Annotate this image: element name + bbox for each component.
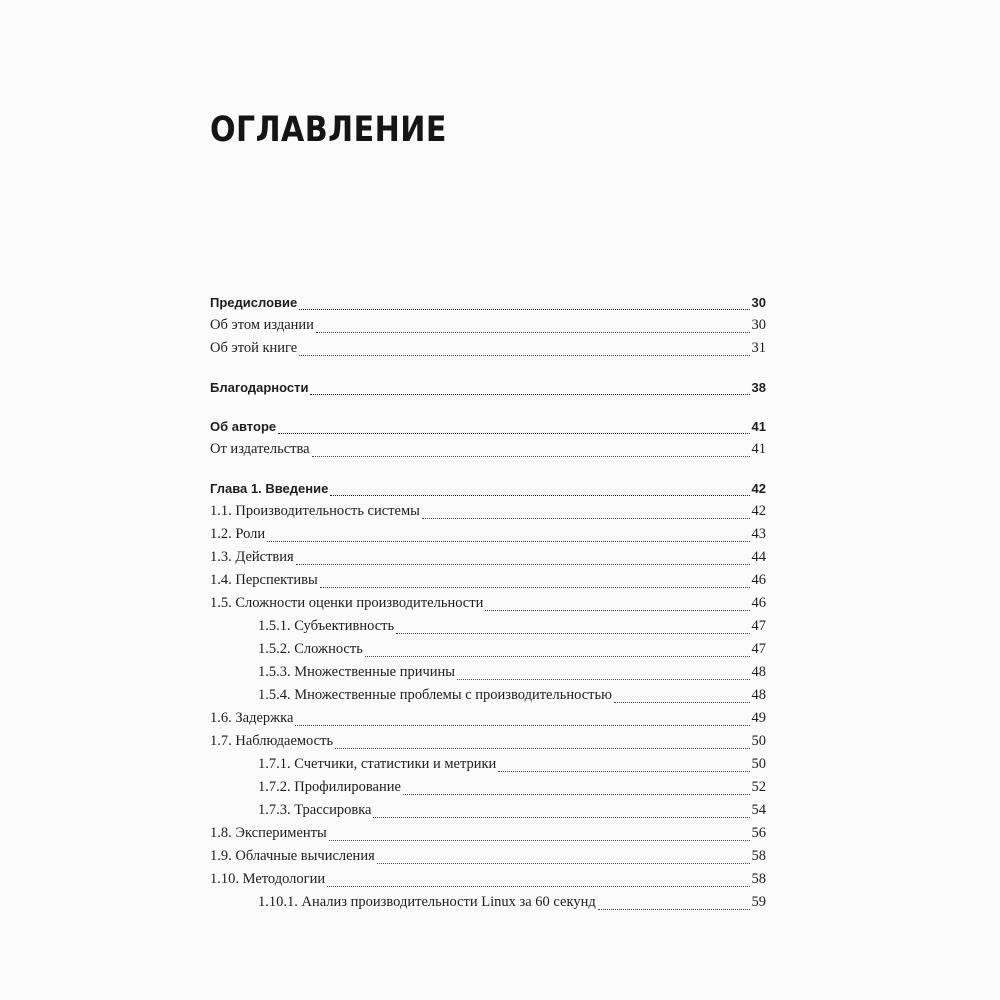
dot-leader — [365, 655, 750, 657]
toc-entry — [210, 707, 766, 730]
toc-subentry — [210, 661, 766, 684]
toc-subentry — [210, 638, 766, 661]
toc-entry-label: От издательства — [210, 441, 310, 457]
toc-entry-page: 42 — [751, 481, 766, 496]
toc-entry — [210, 868, 766, 891]
dot-leader — [377, 862, 750, 864]
toc-entry-label: 1.8. Эксперименты — [210, 825, 327, 841]
dot-leader — [312, 455, 750, 457]
toc-entry — [210, 438, 766, 461]
toc-entry-page: 47 — [751, 618, 766, 634]
toc-entry-label: 1.5.3. Множественные причины — [258, 664, 456, 680]
toc-entry — [210, 314, 766, 337]
toc-entry-page: 49 — [751, 710, 766, 726]
dot-leader — [396, 632, 749, 634]
toc-entry — [210, 523, 766, 546]
toc-entry-page: 42 — [751, 503, 766, 519]
dot-leader — [329, 839, 750, 841]
toc-entry-page: 41 — [751, 419, 766, 434]
toc-entry — [210, 500, 766, 523]
toc-entry-label: 1.10.1. Анализ производительности Linux за 60 секунд — [258, 894, 596, 910]
toc-entry-page: 58 — [751, 871, 766, 887]
toc-entry-page: 43 — [751, 526, 766, 542]
toc-entry-label: Глава 1. Введение — [210, 481, 329, 496]
dot-leader — [422, 517, 750, 519]
dot-leader — [310, 393, 749, 395]
toc-entry-page: 41 — [751, 441, 766, 457]
dot-leader — [403, 793, 750, 795]
dot-leader — [335, 747, 749, 749]
toc-entry-label: Об авторе — [210, 419, 277, 434]
toc-entry-label: 1.3. Действия — [210, 549, 294, 565]
toc-entry-page: 52 — [751, 779, 766, 795]
toc-entry-page: 54 — [751, 802, 766, 818]
toc-entry — [210, 730, 766, 753]
toc-entry-chapter-1 — [210, 477, 766, 500]
toc-subentry — [210, 799, 766, 822]
toc-entry-label: 1.7.2. Профилирование — [258, 779, 401, 795]
toc-entry-label: 1.6. Задержка — [210, 710, 294, 726]
toc-entry-page: 59 — [751, 894, 766, 910]
toc-entry-label: 1.5. Сложности оценки производительности — [210, 595, 484, 611]
toc-entry-label: 1.5.2. Сложность — [258, 641, 363, 657]
dot-leader — [498, 770, 749, 772]
toc-subentry — [210, 684, 766, 707]
toc-entry — [210, 569, 766, 592]
toc-entry — [210, 845, 766, 868]
toc-entry-page: 50 — [751, 756, 766, 772]
toc-entry-page: 46 — [751, 572, 766, 588]
dot-leader — [299, 354, 749, 356]
toc-entry-label: 1.7.3. Трассировка — [258, 802, 372, 818]
dot-leader — [598, 908, 750, 910]
dot-leader — [267, 540, 749, 542]
toc-entry-page: 56 — [751, 825, 766, 841]
toc-entry-page: 48 — [751, 664, 766, 680]
toc-entry-page: 38 — [751, 380, 766, 395]
toc-entry-preface — [210, 291, 766, 314]
toc-entry-page: 48 — [751, 687, 766, 703]
toc-entry-label: 1.9. Облачные вычисления — [210, 848, 375, 864]
dot-leader — [299, 308, 749, 310]
dot-leader — [295, 724, 749, 726]
dot-leader — [278, 432, 749, 434]
dot-leader — [614, 701, 750, 703]
toc-subentry — [210, 891, 766, 914]
toc-entry-label: Благодарности — [210, 380, 309, 395]
toc-entry-page: 30 — [751, 317, 766, 333]
dot-leader — [330, 494, 749, 496]
toc-entry-page: 47 — [751, 641, 766, 657]
dot-leader — [327, 885, 749, 887]
toc-entry — [210, 822, 766, 845]
toc-entry-label: 1.2. Роли — [210, 526, 266, 542]
dot-leader — [296, 563, 750, 565]
toc-entry-label: 1.1. Производительность системы — [210, 503, 420, 519]
toc-entry-label: 1.7.1. Счетчики, статистики и метрики — [258, 756, 497, 772]
toc-entry-label: Об этой книге — [210, 340, 298, 356]
toc-entry-page: 50 — [751, 733, 766, 749]
toc-entry-about-author — [210, 415, 766, 438]
toc-entry-page: 58 — [751, 848, 766, 864]
toc-subentry — [210, 776, 766, 799]
table-of-contents — [210, 291, 766, 914]
toc-entry-acknowledgements — [210, 376, 766, 399]
dot-leader — [373, 816, 749, 818]
toc-entry-label: 1.10. Методологии — [210, 871, 326, 887]
toc-entry — [210, 546, 766, 569]
toc-entry-label: Предисловие — [210, 295, 298, 310]
dot-leader — [320, 586, 750, 588]
toc-entry-label: Об этом издании — [210, 317, 314, 333]
toc-entry — [210, 337, 766, 360]
toc-entry-page: 31 — [751, 340, 766, 356]
toc-entry-page: 46 — [751, 595, 766, 611]
toc-subentry — [210, 753, 766, 776]
toc-entry-label: 1.5.4. Множественные проблемы с производительностью — [258, 687, 612, 703]
toc-subentry — [210, 615, 766, 638]
toc-entry — [210, 592, 766, 615]
dot-leader — [316, 331, 750, 333]
toc-entry-label: 1.7. Наблюдаемость — [210, 733, 334, 749]
dot-leader — [457, 678, 749, 680]
page-title: ОГЛАВЛЕНИЕ — [210, 110, 447, 150]
toc-entry-label: 1.4. Перспективы — [210, 572, 318, 588]
toc-entry-page: 30 — [751, 295, 766, 310]
dot-leader — [485, 609, 749, 611]
toc-entry-label: 1.5.1. Субъективность — [258, 618, 395, 634]
toc-entry-page: 44 — [751, 549, 766, 565]
